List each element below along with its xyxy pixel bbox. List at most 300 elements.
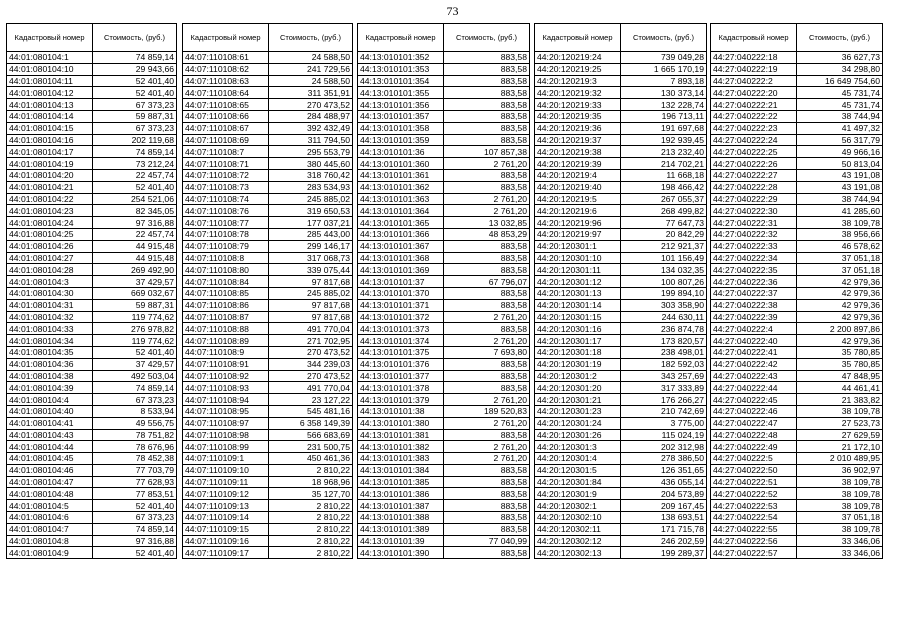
cadastral-number-cell: 44:01:080104:14 xyxy=(7,110,93,122)
table-row xyxy=(358,394,530,406)
table-row xyxy=(183,299,353,311)
table-row xyxy=(358,122,530,134)
cost-cell: 36 627,73 xyxy=(797,52,883,64)
cadastral-number-cell: 44:01:080104:5 xyxy=(7,500,93,512)
cadastral-number-cell: 44:27:040222:25 xyxy=(711,146,797,158)
cost-cell: 210 742,69 xyxy=(621,405,707,417)
cost-cell: 35 780,85 xyxy=(797,358,883,370)
cadastral-number-cell: 44:13:010101:374 xyxy=(358,335,444,347)
cost-cell: 883,58 xyxy=(444,370,530,382)
cost-cell: 37 051,18 xyxy=(797,512,883,524)
cadastral-number-cell: 44:20:120219:97 xyxy=(535,228,621,240)
cadastral-number-cell: 44:07:110108:95 xyxy=(183,405,269,417)
cost-cell: 883,58 xyxy=(444,429,530,441)
cost-cell: 883,58 xyxy=(444,323,530,335)
cadastral-number-cell: 44:01:080104:17 xyxy=(7,146,93,158)
cadastral-number-cell: 44:07:110109:12 xyxy=(183,488,269,500)
table-row xyxy=(535,205,707,217)
cost-cell: 450 461,36 xyxy=(269,453,353,465)
cost-cell: 27 523,73 xyxy=(797,417,883,429)
table-row xyxy=(535,110,707,122)
table-row xyxy=(358,441,530,453)
table-row xyxy=(7,464,177,476)
table-row xyxy=(358,52,530,64)
cost-cell: 311 794,50 xyxy=(269,134,353,146)
cost-cell: 38 744,94 xyxy=(797,193,883,205)
cost-cell: 119 774,62 xyxy=(93,311,177,323)
cost-cell: 171 715,78 xyxy=(621,523,707,535)
cadastral-number-cell: 44:20:120219:33 xyxy=(535,99,621,111)
cadastral-number-cell: 44:13:010101:367 xyxy=(358,240,444,252)
table-row xyxy=(711,158,883,170)
table-row xyxy=(711,63,883,75)
cost-cell: 42 979,36 xyxy=(797,276,883,288)
table-row xyxy=(358,405,530,417)
cost-cell: 182 592,03 xyxy=(621,358,707,370)
cadastral-number-cell: 44:27:040222:50 xyxy=(711,464,797,476)
cadastral-number-cell: 44:13:010101:354 xyxy=(358,75,444,87)
cadastral-number-cell: 44:27:040222:49 xyxy=(711,441,797,453)
cadastral-number-cell: 44:13:010101:389 xyxy=(358,523,444,535)
table-row xyxy=(711,323,883,335)
table-header-row xyxy=(183,24,353,52)
table-row xyxy=(535,146,707,158)
cost-cell: 2 810,22 xyxy=(269,464,353,476)
table-row xyxy=(711,358,883,370)
cadastral-number-cell: 44:01:080104:45 xyxy=(7,453,93,465)
cost-cell: 52 401,40 xyxy=(93,87,177,99)
cadastral-number-cell: 44:20:120219:37 xyxy=(535,134,621,146)
cadastral-number-cell: 44:27:040222:45 xyxy=(711,394,797,406)
cadastral-table-4 xyxy=(534,23,707,559)
cadastral-number-cell: 44:07:110108:73 xyxy=(183,181,269,193)
cadastral-number-cell: 44:07:110108:77 xyxy=(183,217,269,229)
table-row xyxy=(711,52,883,64)
cadastral-number-cell: 44:07:110108:7 xyxy=(183,146,269,158)
cadastral-number-cell: 44:01:080104:48 xyxy=(7,488,93,500)
table-row xyxy=(535,240,707,252)
cadastral-number-cell: 44:07:110108:74 xyxy=(183,193,269,205)
cadastral-number-cell: 44:01:080104:15 xyxy=(7,122,93,134)
page-number: 73 xyxy=(446,4,459,18)
cost-cell: 278 386,50 xyxy=(621,453,707,465)
table-row xyxy=(711,87,883,99)
table-row xyxy=(7,370,177,382)
table-row xyxy=(535,429,707,441)
cadastral-number-cell: 44:13:010101:352 xyxy=(358,52,444,64)
table-row xyxy=(7,63,177,75)
table-row xyxy=(535,276,707,288)
cost-cell: 6 358 149,39 xyxy=(269,417,353,429)
table-row xyxy=(183,370,353,382)
cadastral-number-cell: 44:07:110108:62 xyxy=(183,63,269,75)
cadastral-number-cell: 44:20:120302:13 xyxy=(535,547,621,559)
cadastral-number-cell: 44:07:110109:16 xyxy=(183,535,269,547)
cost-cell: 317 333,89 xyxy=(621,382,707,394)
cadastral-number-cell: 44:13:010101:38 xyxy=(358,405,444,417)
cost-cell: 245 885,02 xyxy=(269,193,353,205)
table-row xyxy=(358,476,530,488)
table-row xyxy=(535,488,707,500)
table-row xyxy=(711,122,883,134)
cost-cell: 35 127,70 xyxy=(269,488,353,500)
cost-cell: 59 887,31 xyxy=(93,299,177,311)
cost-cell: 52 401,40 xyxy=(93,346,177,358)
table-row xyxy=(358,417,530,429)
cost-cell: 202 312,98 xyxy=(621,441,707,453)
cost-cell: 739 049,28 xyxy=(621,52,707,64)
cost-cell: 115 024,19 xyxy=(621,429,707,441)
cadastral-number-cell: 44:20:120301:4 xyxy=(535,453,621,465)
cost-cell: 271 702,95 xyxy=(269,335,353,347)
cost-cell: 213 232,40 xyxy=(621,146,707,158)
table-row xyxy=(183,276,353,288)
cadastral-number-cell: 44:07:110108:63 xyxy=(183,75,269,87)
cadastral-number-cell: 44:20:120219:4 xyxy=(535,169,621,181)
cadastral-number-cell: 44:01:080104:33 xyxy=(7,323,93,335)
cost-cell: 491 770,04 xyxy=(269,382,353,394)
cadastral-number-cell: 44:20:120301:18 xyxy=(535,346,621,358)
cadastral-number-cell: 44:27:040222:44 xyxy=(711,382,797,394)
cadastral-number-cell: 44:27:040222:38 xyxy=(711,299,797,311)
table-row xyxy=(711,75,883,87)
table-row xyxy=(711,110,883,122)
cadastral-number-cell: 44:20:120301:11 xyxy=(535,264,621,276)
cadastral-number-cell: 44:13:010101:366 xyxy=(358,228,444,240)
cadastral-number-cell: 44:01:080104:38 xyxy=(7,370,93,382)
cost-cell: 254 521,06 xyxy=(93,193,177,205)
cadastral-number-cell: 44:07:110108:76 xyxy=(183,205,269,217)
table-row xyxy=(183,287,353,299)
table-row xyxy=(358,453,530,465)
table-header-row xyxy=(535,24,707,52)
table-row xyxy=(7,146,177,158)
cost-cell: 21 172,10 xyxy=(797,441,883,453)
table-row xyxy=(535,122,707,134)
cost-cell: 492 503,04 xyxy=(93,370,177,382)
header-cadastral-number: Кадастровый номер xyxy=(535,24,621,52)
cadastral-number-cell: 44:20:120219:32 xyxy=(535,87,621,99)
table-row xyxy=(183,323,353,335)
cadastral-number-cell: 44:01:080104:4 xyxy=(7,394,93,406)
table-row xyxy=(7,240,177,252)
table-row xyxy=(358,276,530,288)
cost-cell: 49 966,16 xyxy=(797,146,883,158)
table-row xyxy=(711,335,883,347)
cost-cell: 883,58 xyxy=(444,75,530,87)
cost-cell: 2 010 489,95 xyxy=(797,453,883,465)
table-row xyxy=(7,287,177,299)
cadastral-number-cell: 44:20:120219:38 xyxy=(535,146,621,158)
table-row xyxy=(711,500,883,512)
cost-cell: 100 807,26 xyxy=(621,276,707,288)
cadastral-number-cell: 44:01:080104:31 xyxy=(7,299,93,311)
cadastral-number-cell: 44:27:040222:54 xyxy=(711,512,797,524)
cost-cell: 319 650,53 xyxy=(269,205,353,217)
cadastral-number-cell: 44:20:120219:40 xyxy=(535,181,621,193)
cost-cell: 67 373,23 xyxy=(93,99,177,111)
table-row xyxy=(183,464,353,476)
table-row xyxy=(711,535,883,547)
table-row xyxy=(711,146,883,158)
cost-cell: 38 109,78 xyxy=(797,217,883,229)
table-row xyxy=(535,512,707,524)
cost-cell: 209 167,45 xyxy=(621,500,707,512)
table-row xyxy=(358,240,530,252)
cadastral-number-cell: 44:13:010101:355 xyxy=(358,87,444,99)
cadastral-number-cell: 44:01:080104:28 xyxy=(7,264,93,276)
table-row xyxy=(711,205,883,217)
cost-cell: 566 683,69 xyxy=(269,429,353,441)
table-row xyxy=(7,99,177,111)
cost-cell: 883,58 xyxy=(444,382,530,394)
table-row xyxy=(358,311,530,323)
cost-cell: 97 817,68 xyxy=(269,299,353,311)
table-row xyxy=(7,335,177,347)
cost-cell: 38 109,78 xyxy=(797,405,883,417)
cadastral-number-cell: 44:07:110108:61 xyxy=(183,52,269,64)
cost-cell: 883,58 xyxy=(444,122,530,134)
header-cadastral-number: Кадастровый номер xyxy=(7,24,93,52)
cadastral-number-cell: 44:07:110108:92 xyxy=(183,370,269,382)
table-row xyxy=(183,547,353,559)
table-row xyxy=(183,110,353,122)
cost-cell: 267 055,37 xyxy=(621,193,707,205)
cadastral-number-cell: 44:27:040222:4 xyxy=(711,323,797,335)
cadastral-number-cell: 44:07:110109:11 xyxy=(183,476,269,488)
table-row xyxy=(7,429,177,441)
table-header-row xyxy=(711,24,883,52)
cost-cell: 77 040,99 xyxy=(444,535,530,547)
table-row xyxy=(183,193,353,205)
cadastral-number-cell: 44:27:040222:55 xyxy=(711,523,797,535)
table-row xyxy=(358,110,530,122)
table-row xyxy=(535,535,707,547)
table-row xyxy=(358,346,530,358)
table-row xyxy=(7,417,177,429)
table-row xyxy=(7,205,177,217)
table-row xyxy=(535,87,707,99)
cadastral-number-cell: 44:07:110108:86 xyxy=(183,299,269,311)
cost-cell: 883,58 xyxy=(444,547,530,559)
cost-cell: 107 857,38 xyxy=(444,146,530,158)
cadastral-number-cell: 44:13:010101:378 xyxy=(358,382,444,394)
table-row xyxy=(535,264,707,276)
table-row xyxy=(183,52,353,64)
cadastral-number-cell: 44:07:110108:97 xyxy=(183,417,269,429)
header-cost: Стоимость, (руб.) xyxy=(444,24,530,52)
cadastral-number-cell: 44:27:040222:51 xyxy=(711,476,797,488)
cadastral-number-cell: 44:20:120302:1 xyxy=(535,500,621,512)
cadastral-table-3 xyxy=(357,23,530,559)
table-row xyxy=(535,311,707,323)
table-row xyxy=(183,205,353,217)
cadastral-number-cell: 44:07:110108:99 xyxy=(183,441,269,453)
table-row xyxy=(711,311,883,323)
cadastral-number-cell: 44:27:040222:43 xyxy=(711,370,797,382)
cadastral-number-cell: 44:07:110109:14 xyxy=(183,512,269,524)
table-row xyxy=(7,453,177,465)
table-row xyxy=(535,299,707,311)
cost-cell: 35 780,85 xyxy=(797,346,883,358)
cost-cell: 67 373,23 xyxy=(93,394,177,406)
cost-cell: 52 401,40 xyxy=(93,75,177,87)
cost-cell: 52 401,40 xyxy=(93,547,177,559)
cost-cell: 21 383,82 xyxy=(797,394,883,406)
cost-cell: 73 212,24 xyxy=(93,158,177,170)
header-cadastral-number: Кадастровый номер xyxy=(711,24,797,52)
cost-cell: 883,58 xyxy=(444,464,530,476)
cadastral-number-cell: 44:20:120301:84 xyxy=(535,476,621,488)
cadastral-number-cell: 44:07:110108:84 xyxy=(183,276,269,288)
cost-cell: 343 257,69 xyxy=(621,370,707,382)
cost-cell: 132 228,74 xyxy=(621,99,707,111)
table-row xyxy=(183,181,353,193)
cadastral-number-cell: 44:20:120301:23 xyxy=(535,405,621,417)
cost-cell: 24 588,50 xyxy=(269,52,353,64)
cadastral-number-cell: 44:07:110109:15 xyxy=(183,523,269,535)
table-row xyxy=(183,488,353,500)
cost-cell: 49 556,75 xyxy=(93,417,177,429)
table-row xyxy=(183,453,353,465)
table-row xyxy=(183,228,353,240)
cost-cell: 77 853,51 xyxy=(93,488,177,500)
table-row xyxy=(7,299,177,311)
cost-cell: 1 665 170,19 xyxy=(621,63,707,75)
cadastral-number-cell: 44:27:040222:37 xyxy=(711,287,797,299)
table-row xyxy=(358,181,530,193)
table-row xyxy=(183,122,353,134)
cost-cell: 59 887,31 xyxy=(93,110,177,122)
table-row xyxy=(535,169,707,181)
cadastral-number-cell: 44:20:120302:11 xyxy=(535,523,621,535)
header-cost: Стоимость, (руб.) xyxy=(269,24,353,52)
cost-cell: 2 761,20 xyxy=(444,394,530,406)
cadastral-number-cell: 44:01:080104:12 xyxy=(7,87,93,99)
cadastral-number-cell: 44:20:120301:13 xyxy=(535,287,621,299)
table-row xyxy=(358,87,530,99)
cadastral-number-cell: 44:20:120301:5 xyxy=(535,464,621,476)
cost-cell: 318 760,42 xyxy=(269,169,353,181)
cost-cell: 192 939,45 xyxy=(621,134,707,146)
table-row xyxy=(535,134,707,146)
table-row xyxy=(358,429,530,441)
table-row xyxy=(183,535,353,547)
cadastral-number-cell: 44:01:080104:35 xyxy=(7,346,93,358)
table-row xyxy=(358,523,530,535)
cost-cell: 44 915,48 xyxy=(93,240,177,252)
cost-cell: 270 473,52 xyxy=(269,346,353,358)
cost-cell: 299 146,17 xyxy=(269,240,353,252)
cadastral-number-cell: 44:01:080104:11 xyxy=(7,75,93,87)
table-row xyxy=(7,193,177,205)
cadastral-number-cell: 44:20:120219:3 xyxy=(535,75,621,87)
cadastral-number-cell: 44:27:040222:46 xyxy=(711,405,797,417)
table-row xyxy=(711,476,883,488)
cadastral-number-cell: 44:13:010101:369 xyxy=(358,264,444,276)
table-row xyxy=(183,441,353,453)
table-row xyxy=(183,405,353,417)
cadastral-number-cell: 44:07:110108:94 xyxy=(183,394,269,406)
cadastral-number-cell: 44:01:080104:40 xyxy=(7,405,93,417)
cadastral-number-cell: 44:01:080104:46 xyxy=(7,464,93,476)
cadastral-number-cell: 44:27:040222:41 xyxy=(711,346,797,358)
table xyxy=(6,23,177,559)
table xyxy=(357,23,530,559)
cadastral-number-cell: 44:07:110108:72 xyxy=(183,169,269,181)
cadastral-number-cell: 44:27:040222:35 xyxy=(711,264,797,276)
table-row xyxy=(711,429,883,441)
table-row xyxy=(711,181,883,193)
cost-cell: 47 848,95 xyxy=(797,370,883,382)
cost-cell: 883,58 xyxy=(444,523,530,535)
table-row xyxy=(535,323,707,335)
cadastral-number-cell: 44:13:010101:353 xyxy=(358,63,444,75)
table-row xyxy=(535,453,707,465)
cost-cell: 77 703,79 xyxy=(93,464,177,476)
table-row xyxy=(535,287,707,299)
cost-cell: 7 693,80 xyxy=(444,346,530,358)
table-row xyxy=(7,488,177,500)
cadastral-number-cell: 44:13:010101:363 xyxy=(358,193,444,205)
table-row xyxy=(358,335,530,347)
cadastral-number-cell: 44:27:040222:34 xyxy=(711,252,797,264)
cadastral-number-cell: 44:27:040222:26 xyxy=(711,158,797,170)
table-row xyxy=(358,252,530,264)
table-header-row xyxy=(7,24,177,52)
cost-cell: 189 520,83 xyxy=(444,405,530,417)
cadastral-number-cell: 44:01:080104:7 xyxy=(7,523,93,535)
table-row xyxy=(711,169,883,181)
cost-cell: 270 473,52 xyxy=(269,99,353,111)
cost-cell: 317 068,73 xyxy=(269,252,353,264)
cadastral-number-cell: 44:27:040222:53 xyxy=(711,500,797,512)
table-row xyxy=(535,370,707,382)
cost-cell: 283 534,93 xyxy=(269,181,353,193)
cadastral-number-cell: 44:01:080104:44 xyxy=(7,441,93,453)
table xyxy=(710,23,883,559)
cadastral-number-cell: 44:01:080104:23 xyxy=(7,205,93,217)
cadastral-number-cell: 44:13:010101:365 xyxy=(358,217,444,229)
cost-cell: 2 761,20 xyxy=(444,453,530,465)
cost-cell: 2 761,20 xyxy=(444,158,530,170)
table-row xyxy=(535,500,707,512)
cadastral-number-cell: 44:27:040222:24 xyxy=(711,134,797,146)
cadastral-number-cell: 44:13:010101:357 xyxy=(358,110,444,122)
cadastral-number-cell: 44:07:110108:98 xyxy=(183,429,269,441)
cadastral-number-cell: 44:27:040222:30 xyxy=(711,205,797,217)
table-row xyxy=(711,346,883,358)
table-row xyxy=(7,512,177,524)
table-row xyxy=(535,158,707,170)
cadastral-number-cell: 44:01:080104:9 xyxy=(7,547,93,559)
cadastral-number-cell: 44:27:040222:22 xyxy=(711,110,797,122)
cost-cell: 38 109,78 xyxy=(797,488,883,500)
cost-cell: 77 647,73 xyxy=(621,217,707,229)
table-row xyxy=(711,405,883,417)
cost-cell: 491 770,04 xyxy=(269,323,353,335)
table-row xyxy=(535,99,707,111)
table-row xyxy=(711,287,883,299)
cadastral-number-cell: 44:01:080104:19 xyxy=(7,158,93,170)
table-row xyxy=(183,158,353,170)
cadastral-number-cell: 44:27:040222:21 xyxy=(711,99,797,111)
cost-cell: 67 373,23 xyxy=(93,122,177,134)
table-row xyxy=(183,346,353,358)
table-row xyxy=(7,52,177,64)
cost-cell: 42 979,36 xyxy=(797,311,883,323)
cost-cell: 2 810,22 xyxy=(269,535,353,547)
